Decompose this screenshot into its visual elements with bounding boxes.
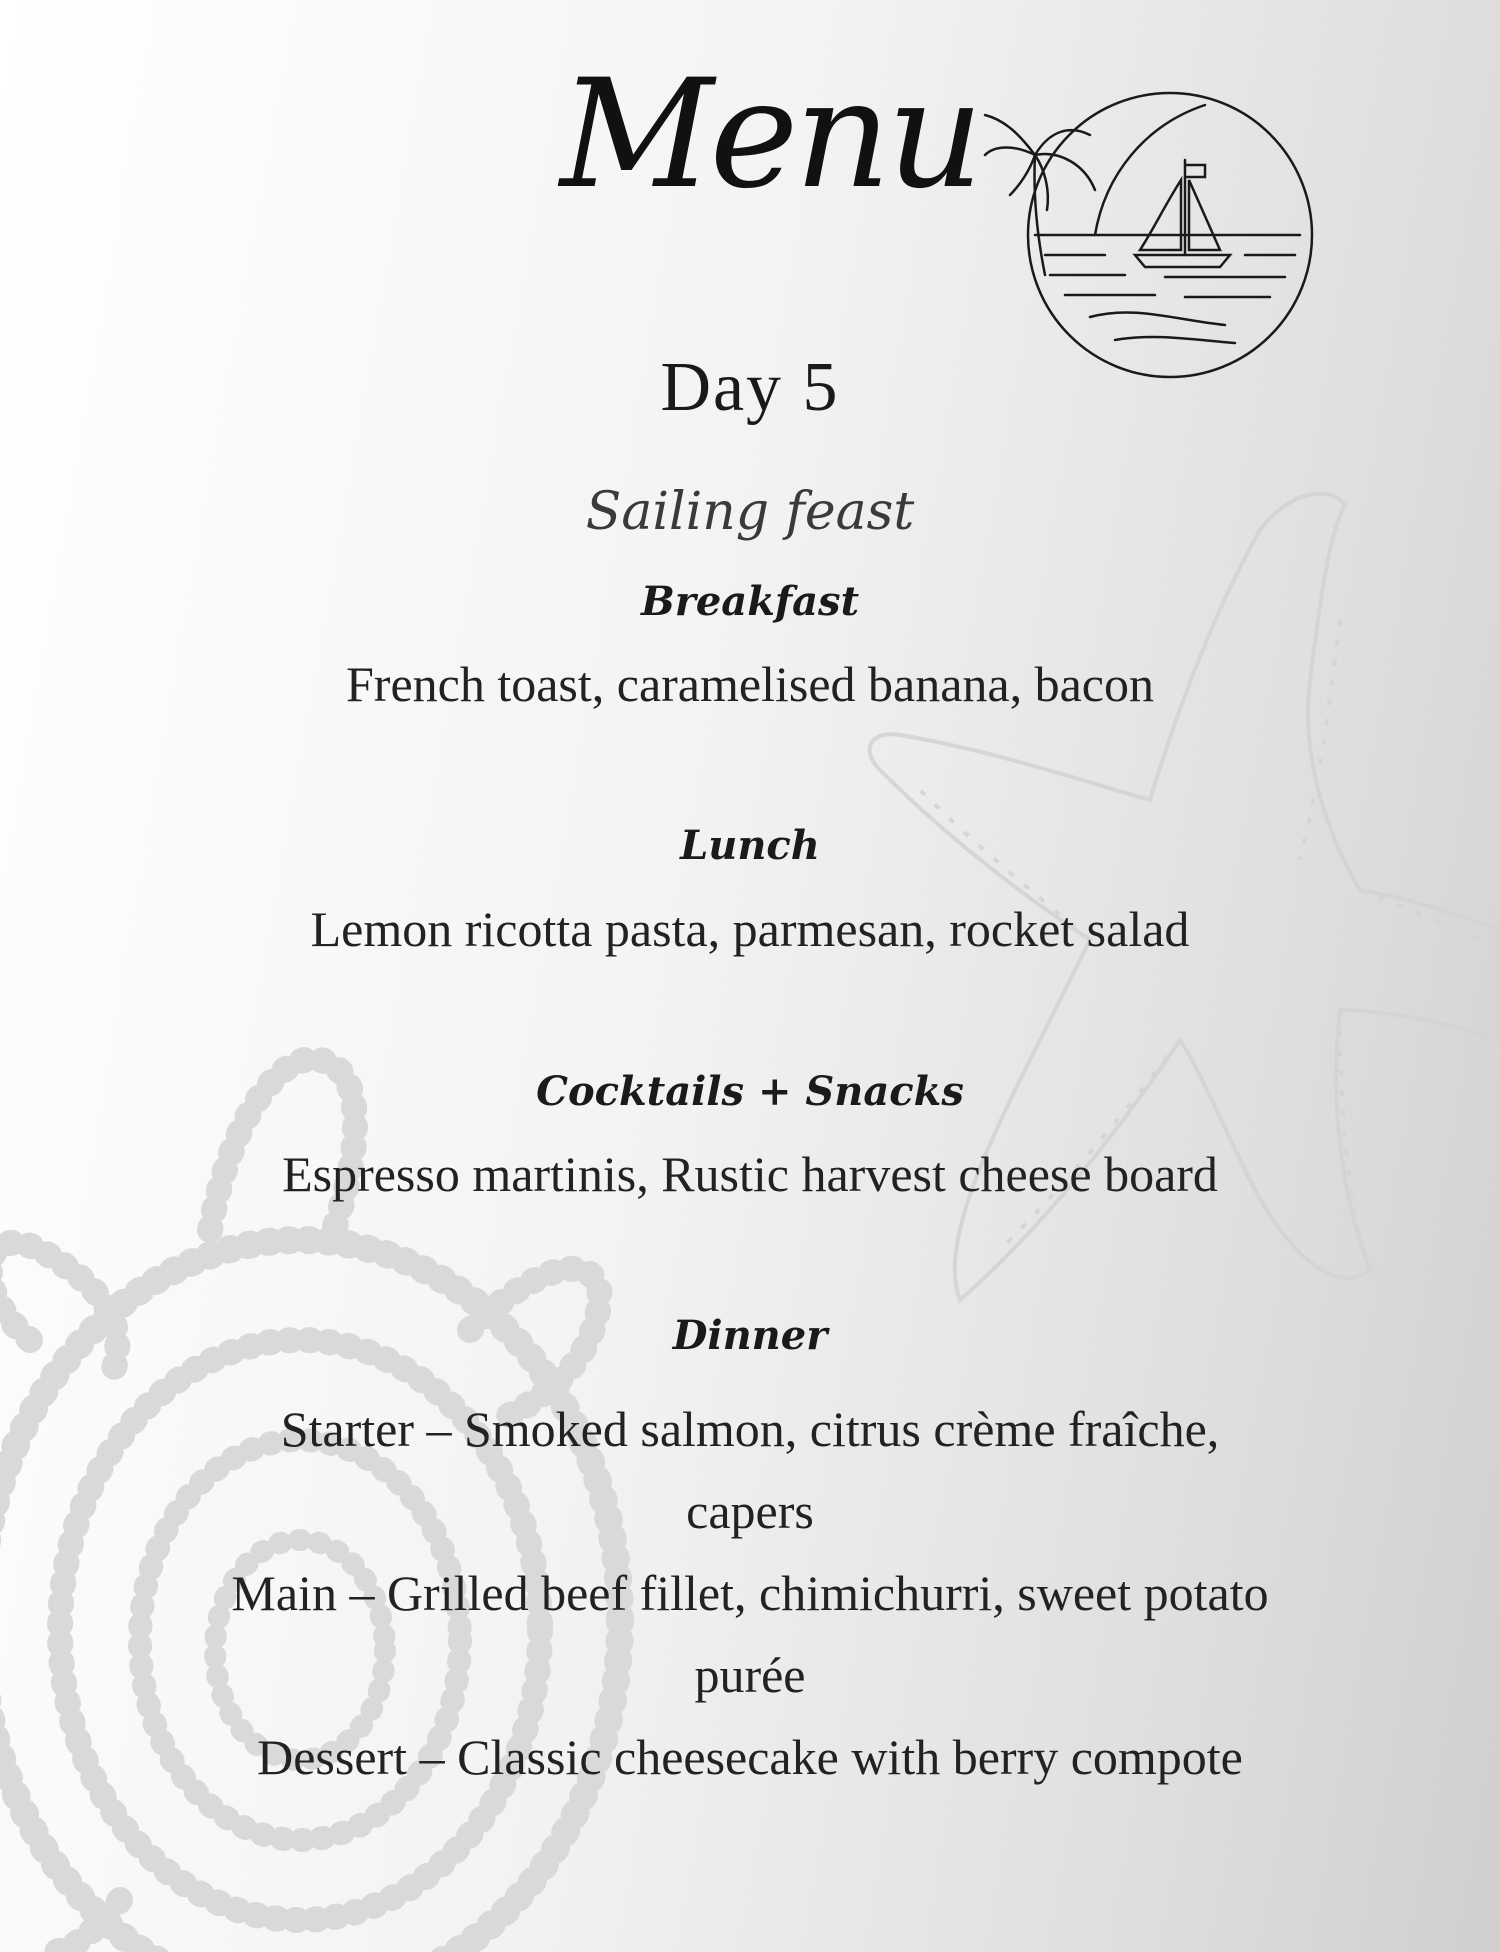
palm-sailboat-circle-icon [975,85,1320,385]
dinner-item-line: Dessert – Classic cheesecake with berry compote [257,1729,1243,1785]
dinner-items [0,1388,1500,1798]
section-heading-dinner: Dinner [672,1312,828,1359]
day-heading: Day 5 [660,349,840,426]
dinner-item-line: purée [694,1647,806,1703]
section-heading-lunch: Lunch [680,822,820,869]
dinner-item-line: Main – Grilled beef fillet, chimichurri, sweet potato [231,1565,1269,1621]
section-heading-cocktails-snacks: Cocktails + Snacks [536,1068,964,1115]
menu-script-title: Menu [560,48,980,222]
section-heading-breakfast: Breakfast [640,578,860,625]
menu-subtitle: Sailing feast [585,482,915,542]
lunch-item: Lemon ricotta pasta, parmesan, rocket salad [310,901,1190,957]
breakfast-item: French toast, caramelised banana, bacon [346,656,1154,712]
cocktails-snacks-item: Espresso martinis, Rustic harvest cheese board [282,1146,1218,1202]
dinner-item-line: capers [686,1483,814,1539]
dinner-item-line: Starter – Smoked salmon, citrus crème fraîche, [280,1401,1220,1457]
